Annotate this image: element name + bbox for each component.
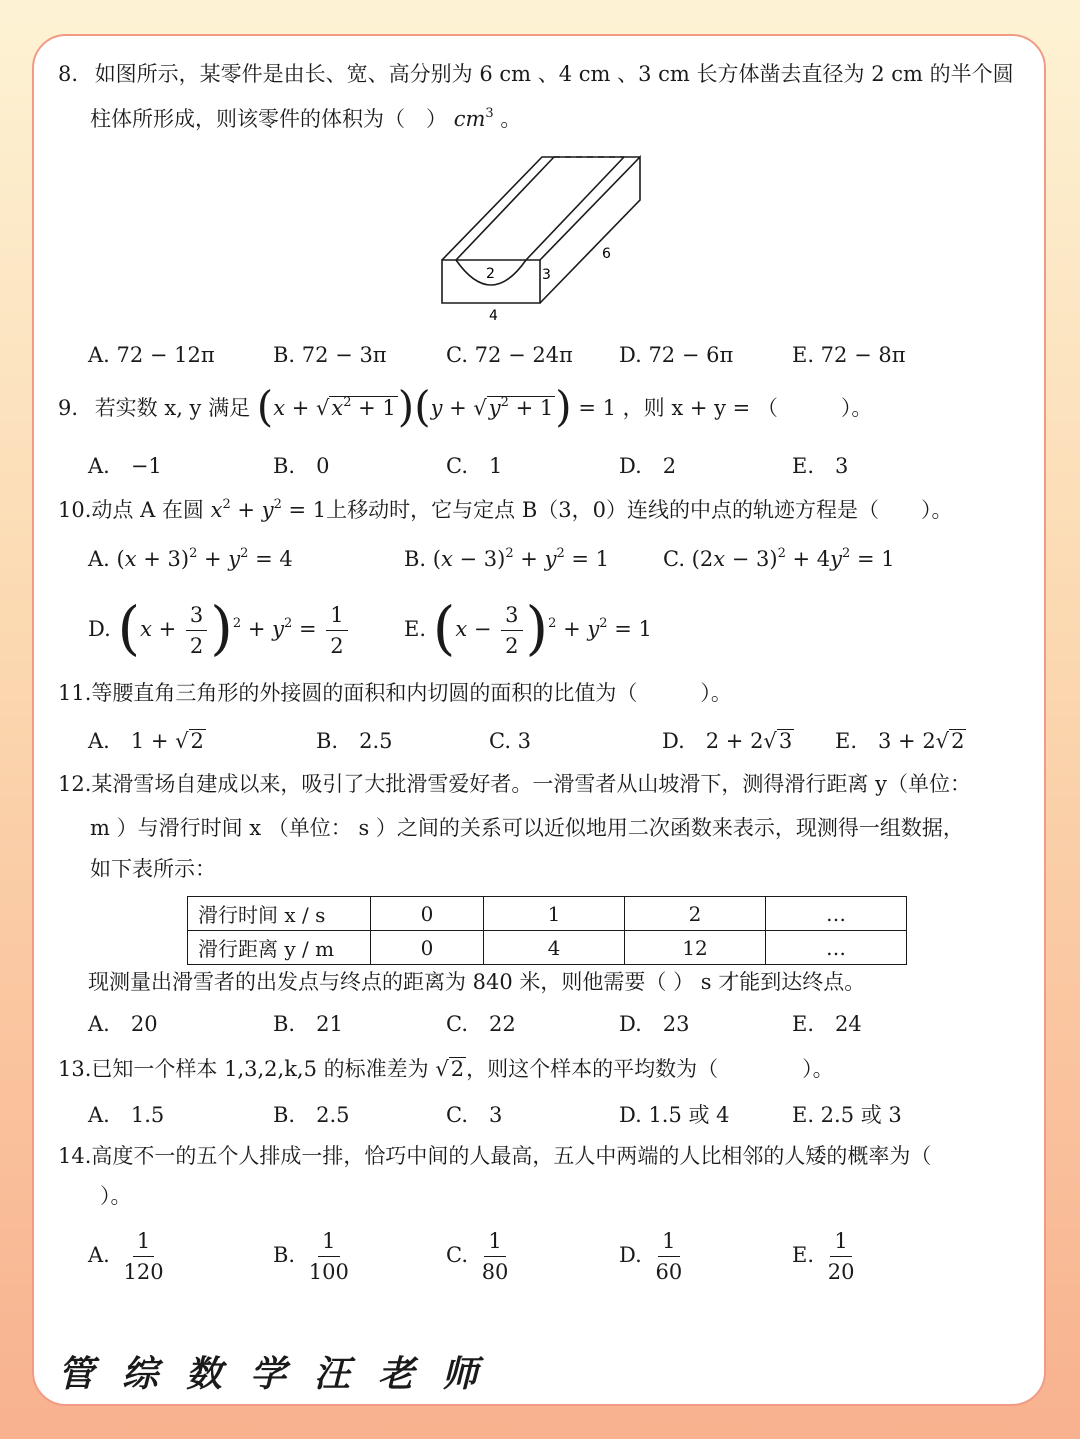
q12-line1 xyxy=(58,770,971,798)
q12-option-e[interactable]: E. 24 xyxy=(792,1012,862,1036)
table-cell: 0 xyxy=(371,897,484,931)
table-row xyxy=(188,931,907,965)
q8-line2 xyxy=(90,105,521,133)
q10-option-e-label: E. xyxy=(404,617,427,641)
q13-option-d[interactable]: D. 1.5 或 4 xyxy=(619,1103,730,1127)
q10-option-b[interactable]: B. $(x - 3)^2 + y^2 = 1$ xyxy=(404,546,610,571)
q10-option-a-label: A. xyxy=(88,547,110,571)
q8-line1 xyxy=(58,60,1014,88)
table-cell: … xyxy=(766,897,907,931)
q8-option-b[interactable]: B. 72 − 3π xyxy=(273,343,387,367)
q14-option-b-den: 100 xyxy=(308,1260,349,1284)
q14-option-c-num: 1 xyxy=(484,1226,505,1257)
q13-number: 13. xyxy=(58,1057,92,1081)
q14-option-d-den: 60 xyxy=(655,1260,683,1284)
q14-option-c-den: 80 xyxy=(481,1260,509,1284)
q9-option-b[interactable]: B. 0 xyxy=(273,454,330,478)
q14-option-b-label: B. xyxy=(273,1243,296,1267)
q12-data-table xyxy=(187,896,907,965)
q8-unit: cm xyxy=(453,107,486,131)
q14-number: 14. xyxy=(58,1144,92,1168)
q9-option-a[interactable]: A. −1 xyxy=(88,454,162,478)
q9-line xyxy=(58,381,873,431)
q10-option-b-label: B. xyxy=(404,547,427,571)
q12-stem-after: 现测量出滑雪者的出发点与终点的距离为 840 米，则他需要（ ） s 才能到达终点。 xyxy=(88,970,866,994)
q8-unit-exp: 3 xyxy=(485,106,494,121)
table-cell: 12 xyxy=(625,931,766,965)
q11-stem: 等腰直角三角形的外接圆的面积和内切圆的面积的比值为（ ）。 xyxy=(91,681,732,705)
q14-option-e-den: 20 xyxy=(827,1260,855,1284)
q14-option-d[interactable] xyxy=(619,1226,689,1287)
q11-option-c[interactable]: C. 3 xyxy=(489,729,532,753)
q11-option-a[interactable]: A. 1 + √2 xyxy=(88,729,204,753)
q10-option-c[interactable]: C. $(2x - 3)^2 + 4y^2 = 1$ xyxy=(663,546,895,571)
q14-option-a[interactable] xyxy=(88,1226,171,1287)
q10-stem-a: 动点 A 在圆 xyxy=(91,498,204,522)
q13-option-b[interactable]: B. 2.5 xyxy=(273,1103,350,1127)
q11-option-b[interactable]: B. 2.5 xyxy=(316,729,393,753)
q14-option-d-num: 1 xyxy=(658,1226,679,1257)
q10-option-e[interactable]: E. (x − $\frac{3}{2}$ )$^2 + y^2 = 1$ xyxy=(404,593,652,662)
q12-option-a[interactable]: A. 20 xyxy=(88,1012,158,1036)
q8-option-c[interactable]: C. 72 − 24π xyxy=(446,343,573,367)
q14-option-a-den: 120 xyxy=(123,1260,164,1284)
q14-option-b-num: 1 xyxy=(318,1226,339,1257)
q9-option-c[interactable]: C. 1 xyxy=(446,454,503,478)
q14-line1 xyxy=(58,1142,931,1170)
q13-stem-b: ，则这个样本的平均数为（ ）。 xyxy=(466,1057,834,1081)
q10-option-a[interactable]: A. $(x + 3)^2 + y^2 = 4$ xyxy=(88,546,293,571)
q10-line xyxy=(58,496,953,524)
q11-option-d-label: D. xyxy=(662,729,685,753)
q14-stem-line2: ）。 xyxy=(100,1184,132,1208)
q10-number: 10. xyxy=(58,498,92,522)
q14-option-d-label: D. xyxy=(619,1243,642,1267)
q8-figure xyxy=(430,150,660,330)
q8-fig-label-height: 3 xyxy=(542,267,551,283)
q8-number: 8. xyxy=(58,62,79,86)
q10-option-c-label: C. xyxy=(663,547,685,571)
q9-stem-b: ，则 x + y = （ ）。 xyxy=(622,396,873,420)
table-header-time: 滑行时间 x / s xyxy=(188,897,371,931)
q14-option-e-label: E. xyxy=(792,1243,815,1267)
q13-line: 13.已知一个样本 1,3,2,k,5 的标准差为 √2，则这个样本的平均数为（ ）。 xyxy=(58,1057,834,1081)
table-cell: 4 xyxy=(484,931,625,965)
table-cell: … xyxy=(766,931,907,965)
q9-option-e[interactable]: E. 3 xyxy=(792,454,849,478)
q8-option-a[interactable]: A. 72 − 12π xyxy=(88,343,215,367)
q8-option-e[interactable]: E. 72 − 8π xyxy=(792,343,906,367)
q14-option-e[interactable] xyxy=(792,1226,861,1287)
author-signature: 管综数学汪老师 xyxy=(58,1353,507,1395)
q8-stem-line2: 柱体所形成，则该零件的体积为（ ） xyxy=(90,107,447,131)
q14-option-c-label: C. xyxy=(446,1243,468,1267)
q14-option-a-num: 1 xyxy=(133,1226,154,1257)
q12-option-c[interactable]: C. 22 xyxy=(446,1012,516,1036)
q13-option-c[interactable]: C. 3 xyxy=(446,1103,503,1127)
q14-option-c[interactable] xyxy=(446,1226,515,1287)
q9-option-d[interactable]: D. 2 xyxy=(619,454,677,478)
q8-fig-label-width: 4 xyxy=(489,308,498,324)
q12-stem-line3: 如下表所示： xyxy=(90,857,216,881)
q13-option-a[interactable]: A. 1.5 xyxy=(88,1103,165,1127)
q11-option-d[interactable]: D. 2 + 2√3 xyxy=(662,729,793,753)
q8-fig-label-length: 6 xyxy=(602,246,611,262)
q11-option-e[interactable]: E. 3 + 2√2 xyxy=(835,729,965,753)
q12-stem-line1: 某滑雪场自建成以来，吸引了大批滑雪爱好者。一滑雪者从山坡滑下，测得滑行距离 y（单位： xyxy=(91,772,971,796)
q11-option-e-label: E. xyxy=(835,729,858,753)
table-row xyxy=(188,897,907,931)
q14-option-a-label: A. xyxy=(88,1243,110,1267)
q10-circle-equation: $x^2 + y^2 = 1$ xyxy=(210,497,327,522)
q12-stem-line2: m ）与滑行时间 x （单位： s ）之间的关系可以近似地用二次函数来表示，现测得一组数据， xyxy=(90,816,964,840)
q11-number: 11. xyxy=(58,681,92,705)
q11-line xyxy=(58,679,732,707)
q9-equation: $(x + √x^2 + 1)(y + √y^2 + 1) = 1$ xyxy=(256,381,616,431)
q9-stem-a: 若实数 x, y 满足 xyxy=(94,396,251,420)
q8-option-d[interactable]: D. 72 − 6π xyxy=(619,343,734,367)
q8-stem-end: 。 xyxy=(500,107,522,131)
q12-number: 12. xyxy=(58,772,92,796)
q10-stem-b: 上移动时，它与定点 B（3，0）连线的中点的轨迹方程是（ ）。 xyxy=(326,498,953,522)
table-cell: 1 xyxy=(484,897,625,931)
table-cell: 2 xyxy=(625,897,766,931)
q12-option-d[interactable]: D. 23 xyxy=(619,1012,690,1036)
q8-stem-line1: 如图所示，某零件是由长、宽、高分别为 6 cm 、4 cm 、3 cm 长方体凿去直径为 2 cm 的半个圆 xyxy=(94,62,1014,86)
q14-option-e-num: 1 xyxy=(830,1226,851,1257)
q10-option-d[interactable]: D. (x + $\frac{3}{2}$ )$^2 + y^2$ = $\frac{1}{2}$ xyxy=(88,598,351,662)
q13-stem-a: 已知一个样本 1,3,2,k,5 的标准差为 xyxy=(91,1057,429,1081)
q14-option-b[interactable] xyxy=(273,1226,356,1287)
table-header-distance: 滑行距离 y / m xyxy=(188,931,371,965)
q13-option-e[interactable]: E. 2.5 或 3 xyxy=(792,1103,902,1127)
q10-option-d-label: D. xyxy=(88,617,111,641)
table-cell: 0 xyxy=(371,931,484,965)
q12-option-b[interactable]: B. 21 xyxy=(273,1012,343,1036)
q11-option-a-label: A. xyxy=(88,729,110,753)
q9-number: 9. xyxy=(58,396,79,420)
q14-stem-line1: 高度不一的五个人排成一排，恰巧中间的人最高，五人中两端的人比相邻的人矮的概率为（ xyxy=(91,1144,932,1168)
q8-fig-label-diameter: 2 xyxy=(486,266,495,282)
